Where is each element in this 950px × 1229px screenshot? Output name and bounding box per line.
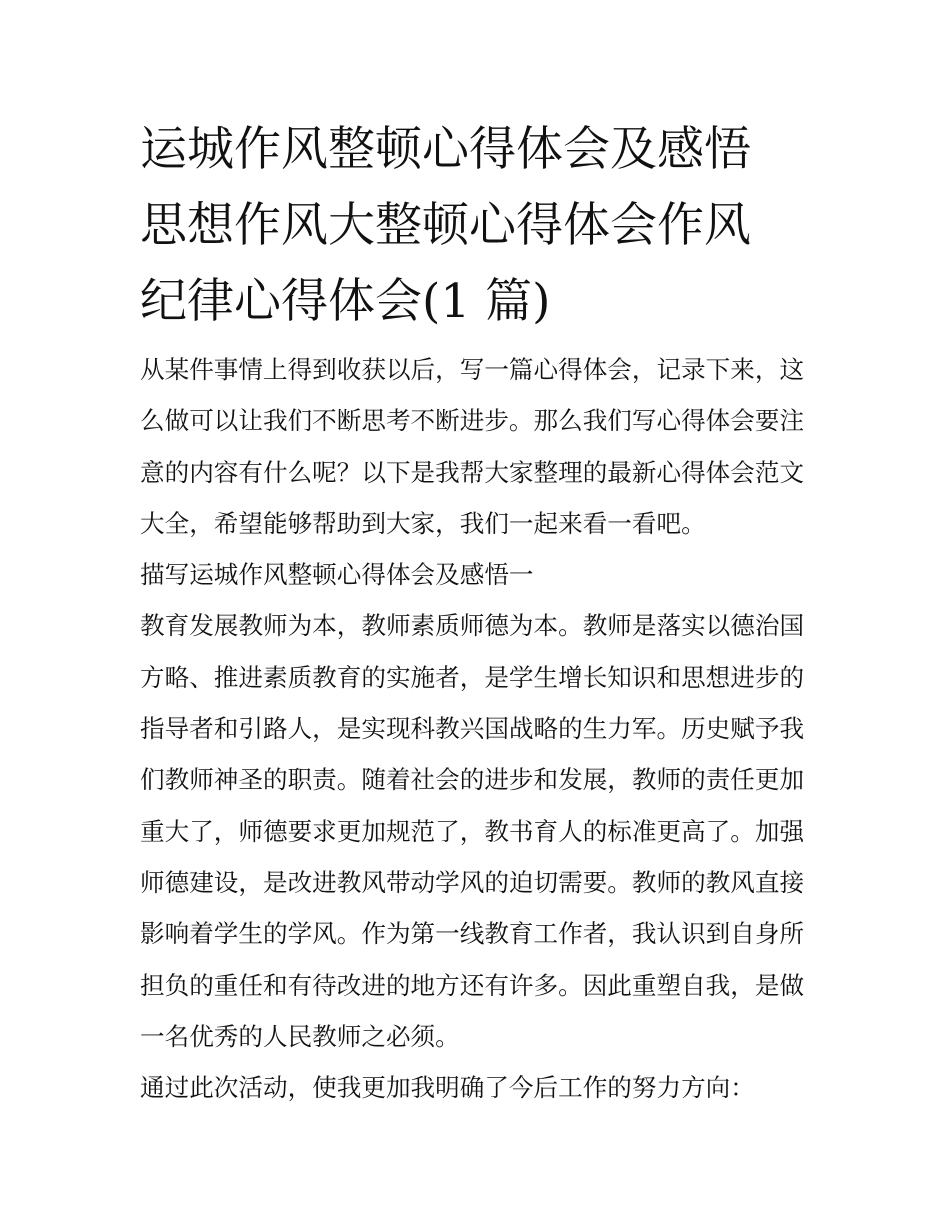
document-content [140, 112, 812, 1113]
paragraph-line: 重大了，师德要求更加规范了，教书育人的标准更高了。加强 [140, 816, 805, 846]
paragraph-line: 们教师神圣的职责。随着社会的进步和发展，教师的责任更加 [140, 765, 805, 795]
paragraph-line: 通过此次活动，使我更加我明确了今后工作的努力方向： [140, 1073, 755, 1103]
title-line: 纪律心得体会(1 篇) [140, 274, 551, 329]
document-body [140, 344, 812, 1113]
section-heading [140, 549, 812, 600]
paragraph-line: 影响着学生的学风。作为第一线教育工作者，我认识到自身所 [140, 919, 805, 949]
paragraph-line: 从某件事情上得到收获以后，写一篇心得体会，记录下来，这 [140, 355, 805, 384]
paragraph-line: 描写运城作风整顿心得体会及感悟一 [140, 560, 534, 590]
title-line: 运城作风整顿心得体会及感悟 [140, 122, 751, 177]
paragraph-line: 一名优秀的人民教师之必须。 [140, 1021, 460, 1051]
paragraph-line: 教育发展教师为本，教师素质师德为本。教师是落实以德治国 [140, 611, 805, 641]
document-title [140, 112, 812, 340]
title-line: 思想作风大整顿心得体会作风 [140, 198, 751, 253]
paragraph-line: 意的内容有什么呢？以下是我帮大家整理的最新心得体会范文 [140, 457, 805, 487]
paragraph-line: 师德建设，是改进教风带动学风的迫切需要。教师的教风直接 [140, 867, 805, 897]
paragraph-line: 么做可以让我们不断思考不断进步。那么我们写心得体会要注 [140, 406, 805, 436]
body-paragraph [140, 600, 812, 1062]
paragraph-line: 指导者和引路人，是实现科教兴国战略的生力军。历史赋予我 [140, 714, 805, 744]
paragraph-line: 方略、推进素质教育的实施者，是学生增长知识和思想进步的 [140, 662, 805, 692]
body-paragraph [140, 1062, 812, 1113]
paragraph-line: 担负的重任和有待改进的地方还有许多。因此重塑自我，是做 [140, 970, 805, 1000]
intro-paragraph [140, 344, 812, 549]
paragraph-line: 大全，希望能够帮助到大家，我们一起来看一看吧。 [140, 508, 706, 538]
